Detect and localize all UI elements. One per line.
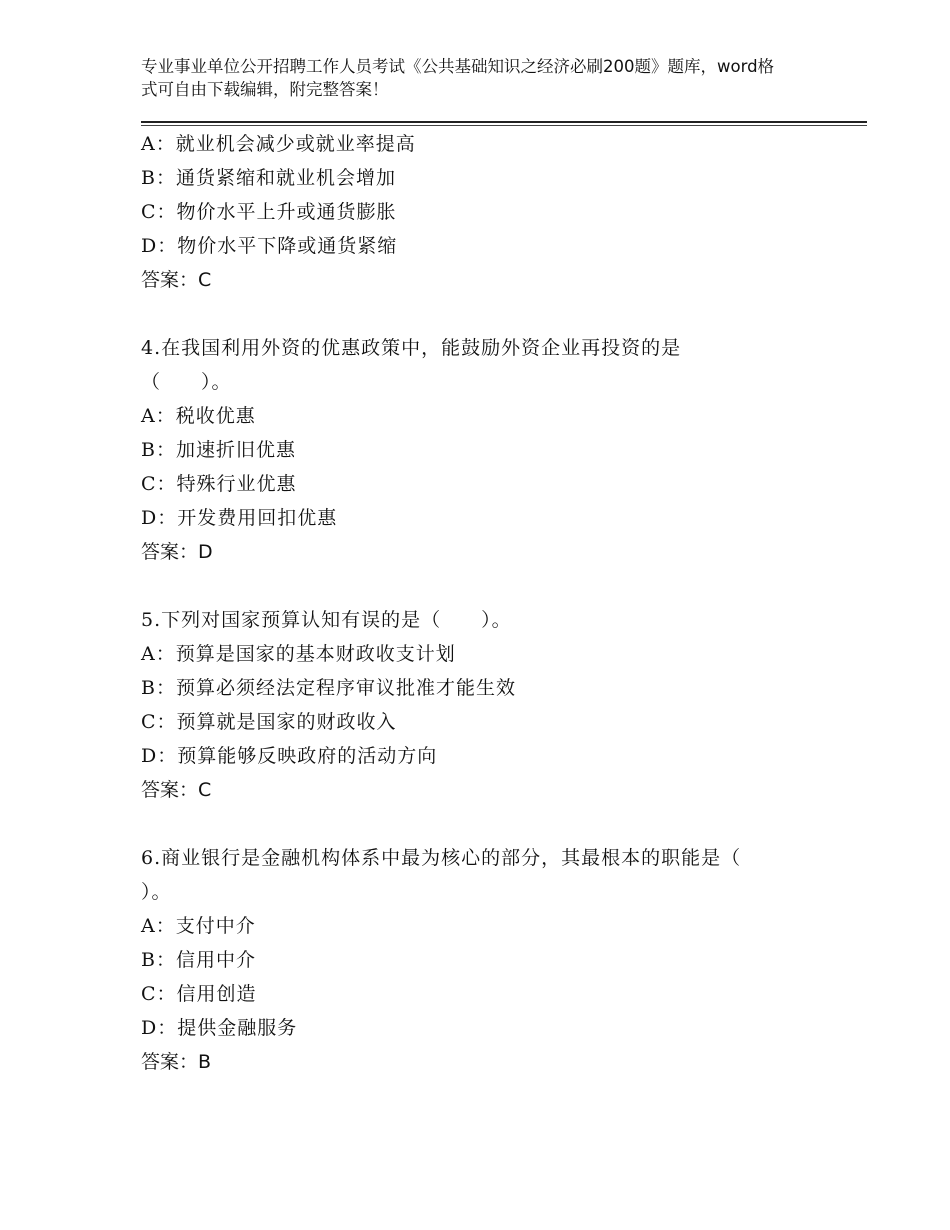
document-header: 专业事业单位公开招聘工作人员考试《公共基础知识之经济必刷200题》题库，word格式可自由下载编辑，附完整答案！ [141,57,775,99]
option-d: D：开发费用回扣优惠 [141,507,338,529]
question-stem: 6.商业银行是金融机构体系中最为核心的部分，其最根本的职能是（ [141,847,742,869]
option-d: D：预算能够反映政府的活动方向 [141,745,438,767]
option-c: C：物价水平上升或通货膨胀 [141,201,397,223]
question-3-continuation [141,127,821,297]
option-c: C：特殊行业优惠 [141,473,297,495]
option-c: C：信用创造 [141,983,257,1005]
option-a: A：税收优惠 [141,405,256,427]
option-b: B：加速折旧优惠 [141,439,296,461]
option-a: A：预算是国家的基本财政收支计划 [141,643,456,665]
spacer [141,297,821,331]
option-a: A：支付中介 [141,915,256,937]
question-5 [141,603,821,807]
question-4 [141,331,821,569]
answer-line: 答案：C [141,779,212,801]
question-content [141,127,821,1079]
header-divider-thick [141,121,867,123]
question-stem: 5.下列对国家预算认知有误的是（ ）。 [141,609,512,631]
question-stem: 4.在我国利用外资的优惠政策中，能鼓励外资企业再投资的是 [141,337,682,359]
question-stem-continued: ）。 [141,881,172,903]
spacer [141,569,821,603]
answer-line: 答案：C [141,269,212,291]
option-b: B：通货紧缩和就业机会增加 [141,167,396,189]
question-stem-continued: （ ）。 [141,371,232,393]
spacer [141,807,821,841]
answer-line: 答案：D [141,541,213,563]
answer-line: 答案：B [141,1051,212,1073]
question-6 [141,841,821,1079]
header-divider-thin [141,125,867,126]
option-b: B：信用中介 [141,949,256,971]
option-b: B：预算必须经法定程序审议批准才能生效 [141,677,516,699]
option-c: C：预算就是国家的财政收入 [141,711,397,733]
option-d: D：提供金融服务 [141,1017,298,1039]
option-d: D：物价水平下降或通货紧缩 [141,235,398,257]
option-a: A：就业机会减少或就业率提高 [141,133,416,155]
